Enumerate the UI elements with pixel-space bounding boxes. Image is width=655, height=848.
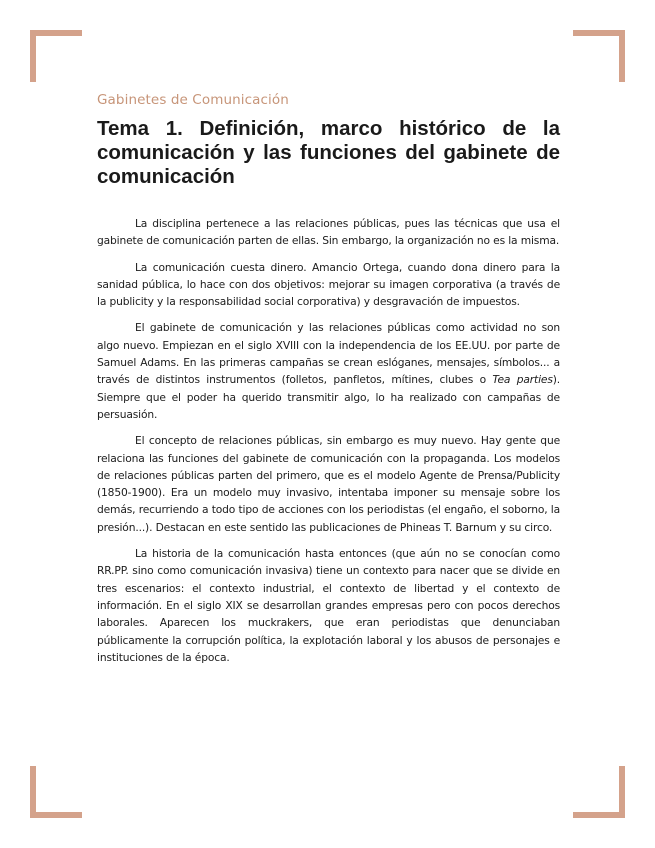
corner-bracket-bottom-left: [30, 766, 82, 818]
corner-bracket-top-left: [30, 30, 82, 82]
paragraph-3-text-end: ). Siempre que el poder ha querido transmitir algo, lo ha realizado con campañas de persuasión.: [97, 373, 561, 421]
corner-bracket-top-right: [573, 30, 625, 82]
paragraph-1: La disciplina pertenece a las relaciones públicas, pues las técnicas que usa el gabinete de comunicación parten de ellas. Sin embargo, la organización no es la misma.: [97, 217, 560, 248]
paragraph-3-text-start: El gabinete de comunicación y las relaciones públicas como actividad no son algo nuevo. Empiezan en el siglo XVIII con la independencia de los EE.UU. por parte de Samuel Adams. En las primeras campañas se crean eslóganes, mensajes, símbolos... a través de distintos instrumentos (folletos, panfletos, mítines, clubes o: [97, 321, 560, 387]
page-title: Tema 1. Definición, marco histórico de la comunicación y las funciones del gabinete de comunicación: [97, 117, 560, 188]
paragraph-3: [97, 319, 560, 423]
corner-bracket-bottom-right: [573, 766, 625, 818]
paragraph-4: El concepto de relaciones públicas, sin embargo es muy nuevo. Hay gente que relaciona las funciones del gabinete de comunicación con la propaganda. Los modelos de relaciones públicas parten del primero, que es el modelo Agente de Prensa/Publicity (1850-1900). Era un modelo muy invasivo, intentaba imponer su mensaje sobre los demás, recurriendo a todo tipo de acciones con los periodistas (el engaño, el soborno, la presión...). Destacan en este sentido las publicaciones de Phineas T. Barnum y su circo.: [97, 434, 560, 534]
paragraph-2: La comunicación cuesta dinero. Amancio Ortega, cuando dona dinero para la sanidad pública, lo hace con dos objetivos: mejorar su imagen corporativa (a través de la publicity y la responsabilidad social corporativa) y desgravación de impuestos.: [97, 260, 560, 309]
document-content: [97, 92, 560, 675]
section-label: Gabinetes de Comunicación: [97, 92, 289, 108]
paragraph-3-italic-term: Tea parties: [492, 373, 553, 387]
paragraph-5: La historia de la comunicación hasta entonces (que aún no se conocían como RR.PP. sino como comunicación invasiva) tiene un contexto para nacer que se divide en tres escenarios: el contexto industrial, el contexto de libertad y el contexto de información. En el siglo XIX se desarrollan grandes empresas pero con pocos derechos laborales. Aparecen los muckrakers, que eran periodistas que denunciaban públicamente la corrupción política, la explotación laboral y los abusos de personajes e instituciones de la época.: [97, 547, 560, 664]
